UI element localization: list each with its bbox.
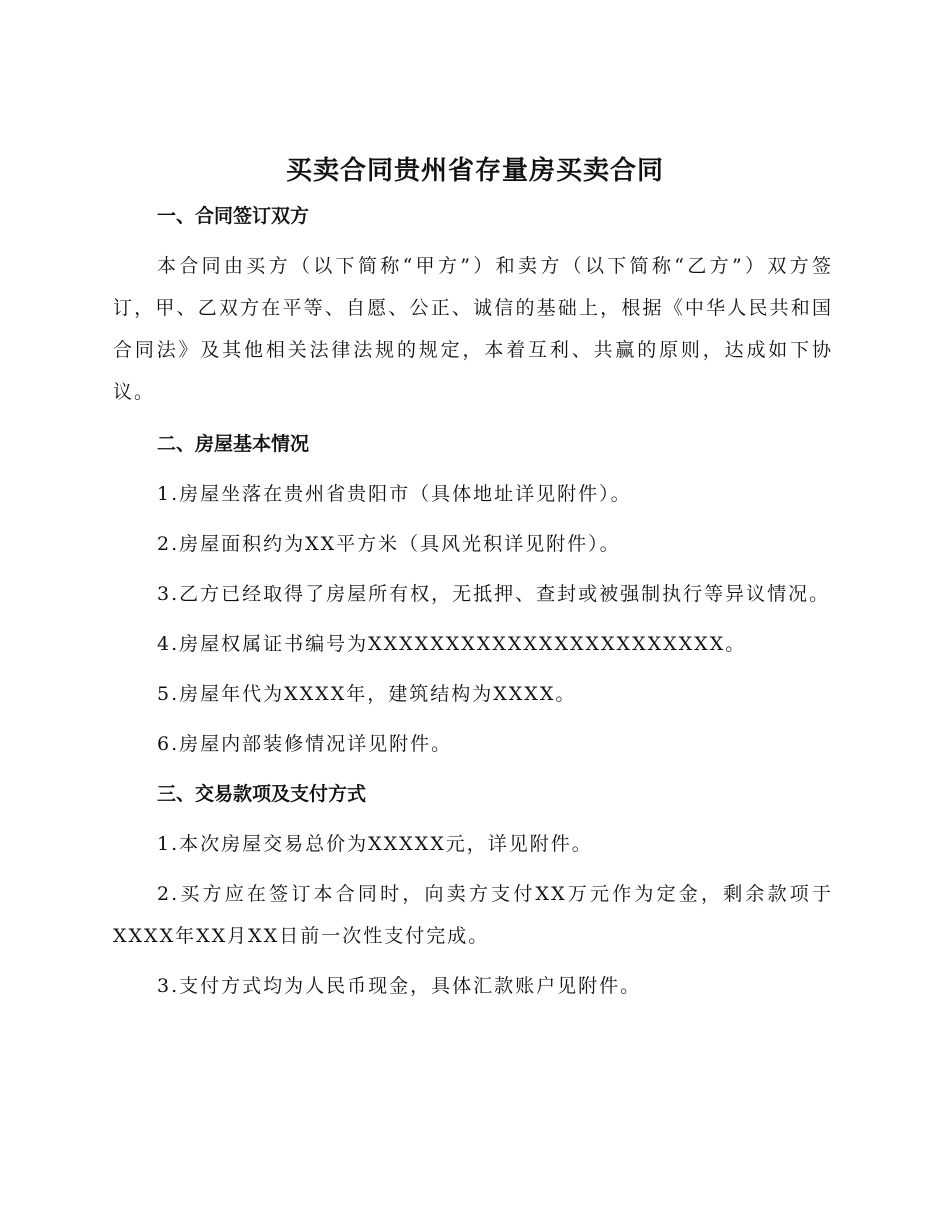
document-body — [113, 195, 833, 1007]
document-title: 买卖合同贵州省存量房买卖合同 — [285, 156, 664, 186]
property-item: 1.房屋坐落在贵州省贵阳市（具体地址详见附件）。 — [157, 483, 632, 505]
property-item: 3.乙方已经取得了房屋所有权，无抵押、查封或被强制执行等异议情况。 — [157, 583, 831, 605]
payment-item: 1.本次房屋交易总价为XXXXX元，详见附件。 — [157, 833, 593, 855]
payment-item: 2.买方应在签订本合同时，向卖方支付XX万元作为定金，剩余款项于XXXX年XX月XX日前一次性支付完成。 — [113, 883, 833, 947]
property-item: 4.房屋权属证书编号为XXXXXXXXXXXXXXXXXXXXXXX。 — [157, 633, 747, 655]
paragraph-parties: 本合同由买方（以下简称“甲方”）和卖方（以下简称“乙方”）双方签订，甲、乙双方在平等、自愿、公正、诚信的基础上，根据《中华人民共和国合同法》及其他相关法律法规的规定，本着互利、共赢的原则，达成如下协议。 — [113, 255, 833, 403]
section-heading-parties: 一、合同签订双方 — [157, 205, 310, 227]
property-item: 2.房屋面积约为XX平方米（具风光积详见附件）。 — [157, 533, 621, 555]
property-item: 5.房屋年代为XXXX年，建筑结构为XXXX。 — [157, 683, 577, 705]
section-heading-property: 二、房屋基本情况 — [157, 433, 310, 455]
property-item: 6.房屋内部装修情况详见附件。 — [157, 733, 453, 755]
payment-item: 3.支付方式均为人民币现金，具体汇款账户见附件。 — [157, 975, 642, 997]
section-heading-payment: 三、交易款项及支付方式 — [157, 783, 367, 805]
